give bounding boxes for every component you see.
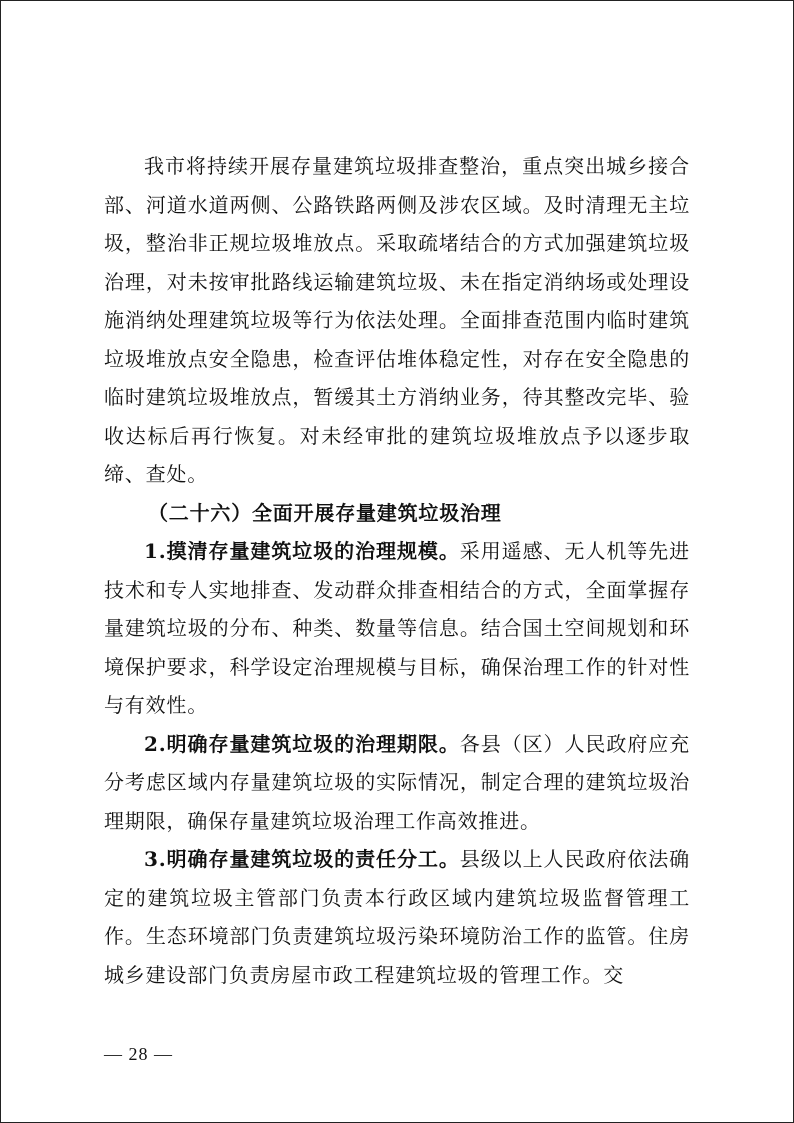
section-heading: （二十六）全面开展存量建筑垃圾治理 (148, 500, 502, 525)
list-item-paragraph (104, 725, 690, 841)
list-item-paragraph (104, 532, 690, 725)
page-border-left (0, 0, 1, 1123)
page-number: — 28 — (104, 1044, 173, 1064)
page-border-top (0, 0, 794, 1)
body-paragraph: 我市将持续开展存量建筑垃圾排查整治，重点突出城乡接合部、河道水道两侧、公路铁路两侧及涉农区域。及时清理无主垃圾，整治非正规垃圾堆放点。采取疏堵结合的方式加强建筑垃圾治理，对未按审批路线运输建筑垃圾、未在指定消纳场或处理设施消纳处理建筑垃圾等行为依法处理。全面排查范围内临时建筑垃圾堆放点安全隐患，检查评估堆体稳定性，对存在安全隐患的临时建筑垃圾堆放点，暂缓其土方消纳业务，待其整改完毕、验收达标后再行恢复。对未经审批的建筑垃圾堆放点予以逐步取缔、查处。 (104, 154, 690, 486)
item-body-text: 各县（区）人民政府应充分考虑区域内存量建筑垃圾的实际情况，制定合理的建筑垃圾治理期限，确保存量建筑垃圾治理工作高效推进。 (104, 731, 690, 833)
item-lead-heading: 2.明确存量建筑垃圾的治理期限。 (144, 731, 460, 756)
document-body (104, 147, 690, 994)
list-item-paragraph (104, 840, 690, 994)
item-body-text: 采用遥感、无人机等先进技术和专人实地排查、发动群众排查相结合的方式，全面掌握存量建筑垃圾的分布、种类、数量等信息。结合国土空间规划和环境保护要求，科学设定治理规模与目标，确保治理工作的针对性与有效性。 (104, 539, 690, 717)
item-lead-heading: 3.明确存量建筑垃圾的责任分工。 (144, 847, 460, 871)
item-lead-heading: 1.摸清存量建筑垃圾的治理规模。 (144, 539, 460, 563)
item-body-text: 县级以上人民政府依法确定的建筑垃圾主管部门负责本行政区域内建筑垃圾监督管理工作。生态环境部门负责建筑垃圾污染环境防治工作的监管。住房城乡建设部门负责房屋市政工程建筑垃圾的管理工作。交 (104, 847, 690, 987)
